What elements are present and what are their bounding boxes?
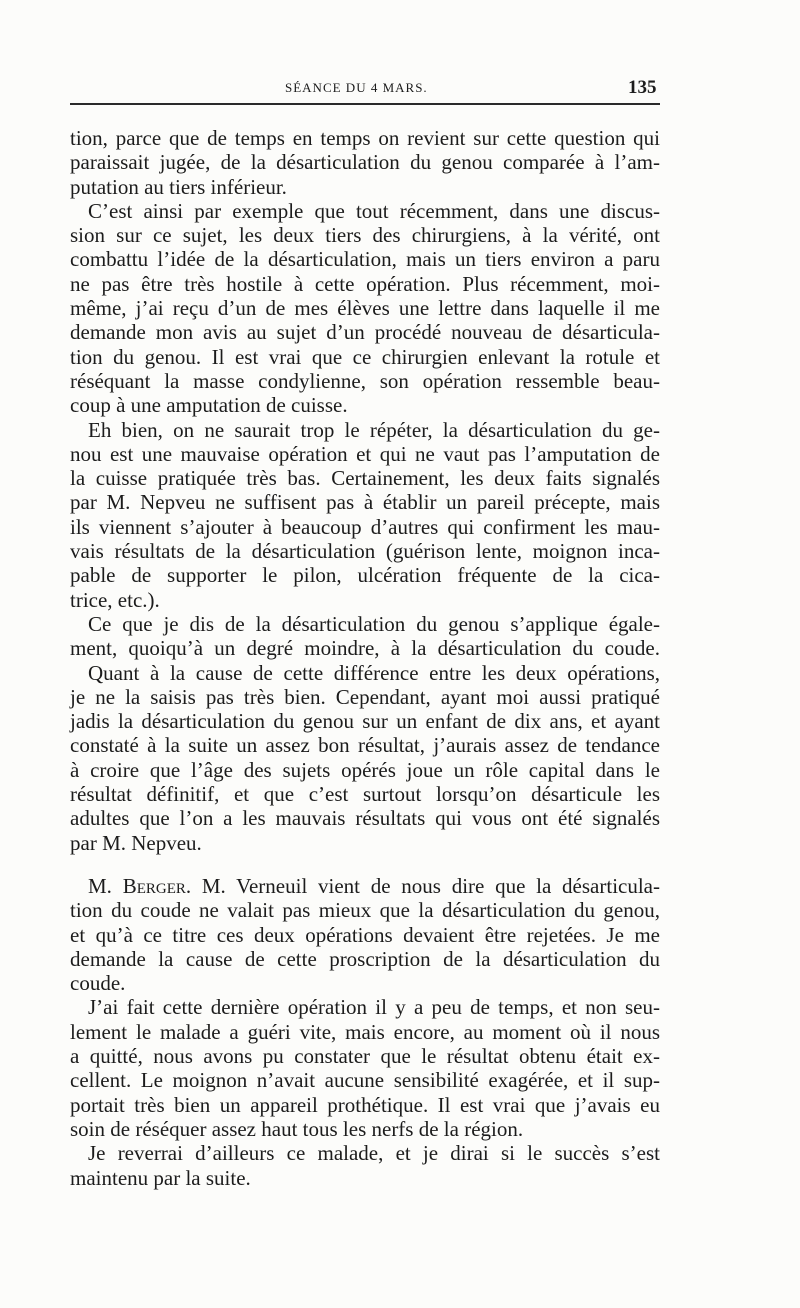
- header-rule: [70, 103, 660, 105]
- text-line: ils viennent s’ajouter à beaucoup d’autres qui confirment les mau-: [70, 514, 660, 539]
- running-title: SÉANCE DU 4 MARS.: [285, 80, 428, 95]
- paragraph: [70, 661, 660, 855]
- text-line: Quant à la cause de cette différence entre les deux opérations,: [88, 660, 660, 685]
- text-line: constaté à la suite un assez bon résultat, j’aurais assez de tendance: [70, 733, 660, 758]
- paragraph: [70, 612, 660, 661]
- text-line: coude.: [70, 971, 126, 996]
- text-line: sion sur ce sujet, les deux tiers des chirurgiens, à la vérité, ont: [70, 223, 660, 248]
- text-line: paraissait jugée, de la désarticulation du genou comparée à l’am-: [70, 150, 660, 175]
- text-line: combattu l’idée de la désarticulation, mais un tiers environ a paru: [70, 247, 660, 272]
- text-line: jadis la désarticulation du genou sur un enfant de dix ans, et ayant: [70, 709, 660, 734]
- paragraph: [70, 1141, 660, 1190]
- text-body: [70, 126, 660, 855]
- text-line: Je reverrai d’ailleurs ce malade, et je dirai si le succès s’est: [88, 1141, 660, 1166]
- text-line: par M. Nepveu.: [70, 830, 202, 855]
- text-line: ne pas être très hostile à cette opération. Plus récemment, moi-: [70, 271, 660, 296]
- speaker-line: [70, 874, 660, 898]
- text-line: J’ai fait cette dernière opération il y a peu de temps, et non seu-: [88, 995, 660, 1020]
- speaker-title: M.: [88, 874, 112, 898]
- text-line: vais résultats de la désarticulation (guérison lente, moignon inca-: [70, 539, 660, 564]
- text-line: trice, etc.).: [70, 587, 160, 612]
- text-line: résultat définitif, et que c’est surtout lorsqu’on désarticule les: [70, 782, 660, 807]
- text-line: adultes que l’on a les mauvais résultats qui vous ont été signalés: [70, 806, 660, 831]
- page-number: 135: [628, 77, 657, 98]
- text-line: soin de réséquer assez haut tous les nerfs de la région.: [70, 1116, 524, 1141]
- speaker-name: Berger: [122, 874, 186, 898]
- text-line: lement le malade a guéri vite, mais encore, au moment où il nous: [70, 1019, 660, 1044]
- text-line: C’est ainsi par exemple que tout récemment, dans une discus-: [88, 198, 660, 223]
- paragraph: [70, 418, 660, 612]
- text-line: par M. Nepveu ne suffisent pas à établir un pareil précepte, mais: [70, 490, 660, 515]
- text-line: demande mon avis au sujet d’un procédé nouveau de désarticula-: [70, 320, 660, 345]
- paragraph: [70, 995, 660, 1141]
- text-line: coup à une amputation de cuisse.: [70, 393, 348, 418]
- text-line: ment, quoiqu’à un degré moindre, à la désarticulation du coude.: [70, 636, 660, 661]
- text-line: même, j’ai reçu d’un de mes élèves une lettre dans laquelle il me: [70, 296, 660, 321]
- text-line: tion du genou. Il est vrai que ce chirurgien enlevant la rotule et: [70, 344, 660, 369]
- text-line: tion, parce que de temps en temps on revient sur cette question qui: [70, 126, 660, 150]
- text-line: réséquant la masse condylienne, son opération ressemble beau-: [70, 368, 660, 393]
- text-line: putation au tiers inférieur.: [70, 174, 287, 199]
- text-line: la cuisse pratiquée très bas. Certainement, les deux faits signalés: [70, 466, 660, 491]
- text-line: nou est une mauvaise opération et qui ne vaut pas l’amputation de: [70, 441, 660, 466]
- paragraph: [70, 874, 660, 995]
- text-line: Ce que je dis de la désarticulation du genou s’applique égale-: [88, 611, 660, 636]
- speaker-line-text: . M. Verneuil vient de nous dire que la désarticula-: [185, 874, 660, 898]
- text-line: et qu’à ce titre ces deux opérations devaient être rejetées. Je me: [70, 922, 660, 947]
- text-line: portait très bien un appareil prothétique. Il est vrai que j’avais eu: [70, 1092, 660, 1117]
- text-line: cellent. Le moignon n’avait aucune sensibilité exagérée, et il sup-: [70, 1068, 660, 1093]
- paragraph: [70, 199, 660, 418]
- text-line: à croire que l’âge des sujets opérés joue un rôle capital dans le: [70, 757, 660, 782]
- text-line: a quitté, nous avons pu constater que le résultat obtenu était ex-: [70, 1044, 660, 1069]
- text-line: maintenu par la suite.: [70, 1165, 251, 1190]
- text-line: je ne la saisis pas très bien. Cependant, ayant moi aussi pratiqué: [70, 684, 660, 709]
- text-line: tion du coude ne valait pas mieux que la désarticulation du genou,: [70, 898, 660, 923]
- text-line: Eh bien, on ne saurait trop le répéter, la désarticulation du ge-: [88, 417, 660, 442]
- paragraph: [70, 126, 660, 199]
- intervention-berger: [70, 874, 660, 1190]
- text-line: pable de supporter le pilon, ulcération fréquente de la cica-: [70, 563, 660, 588]
- text-line: demande la cause de cette proscription de la désarticulation du: [70, 946, 660, 971]
